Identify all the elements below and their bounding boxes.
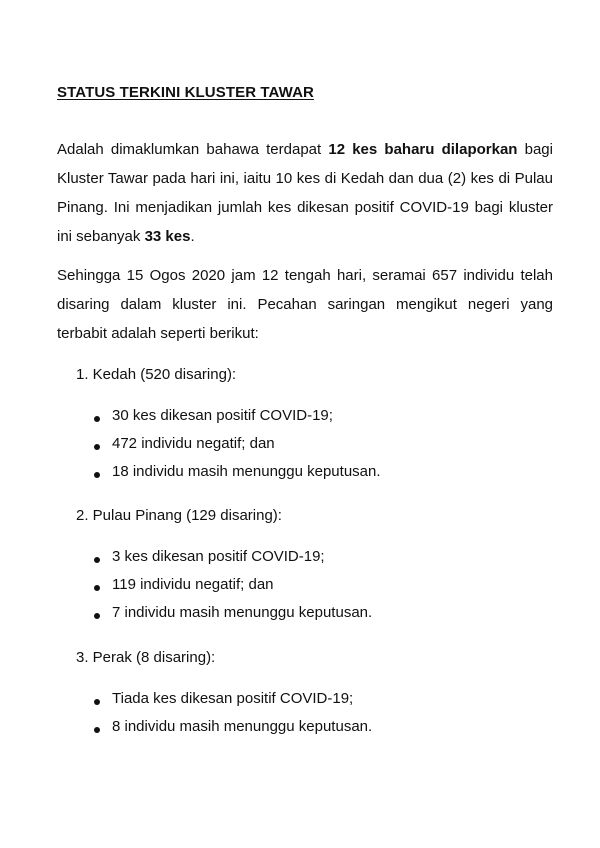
list-item [94,599,372,627]
list-item [94,571,372,599]
intro-text-3: . [190,228,195,245]
bullet-icon [94,727,100,733]
list-item-text: 18 individu masih menunggu keputusan. [112,463,381,480]
list-item [94,402,381,430]
list-item-text: 7 individu masih menunggu keputusan. [112,604,373,621]
intro-paragraph [57,135,553,251]
bullet-icon [94,613,100,619]
state-heading-perak: 3. Perak (8 disaring): [76,649,216,666]
screening-paragraph: Sehingga 15 Ogos 2020 jam 12 tengah hari, seramai 657 individu telah disaring dalam kluster ini. Pecahan saringan mengikut negeri yang terbabit adalah seperti berikut: [57,267,553,342]
intro-text-2: bagi Kluster Tawar pada hari ini, iaitu 10 kes di Kedah dan dua (2) kes di Pulau Pinang. Ini menjadikan jumlah kes dikesan positif COVID-19 bagi kluster ini sebanyak [57,141,553,245]
bullet-list-pulau-pinang [94,543,372,627]
bullet-icon [94,416,100,422]
bullet-icon [94,699,100,705]
state-heading-kedah: 1. Kedah (520 disaring): [76,366,237,383]
bullet-icon [94,585,100,591]
list-item-text: 30 kes dikesan positif COVID-19; [112,407,333,424]
new-cases-highlight: 12 kes baharu dilaporkan [328,141,518,158]
bullet-icon [94,444,100,450]
list-item-text: 3 kes dikesan positif COVID-19; [112,548,325,565]
bullet-icon [94,557,100,563]
total-cases-highlight: 33 kes [144,228,191,245]
list-item [94,543,372,571]
list-item-text: Tiada kes dikesan positif COVID-19; [112,690,354,707]
document-title: STATUS TERKINI KLUSTER TAWAR [57,84,314,101]
list-item [94,685,372,713]
bullet-list-kedah [94,402,381,486]
list-item-text: 8 individu masih menunggu keputusan. [112,718,373,735]
list-item-text: 119 individu negatif; dan [112,576,274,593]
list-item [94,458,381,486]
list-item [94,430,381,458]
intro-text-1: Adalah dimaklumkan bahawa terdapat [57,141,329,158]
bullet-list-perak [94,685,372,741]
list-item [94,713,372,741]
bullet-icon [94,472,100,478]
list-item-text: 472 individu negatif; dan [112,435,275,452]
state-heading-pulau-pinang: 2. Pulau Pinang (129 disaring): [76,507,282,524]
